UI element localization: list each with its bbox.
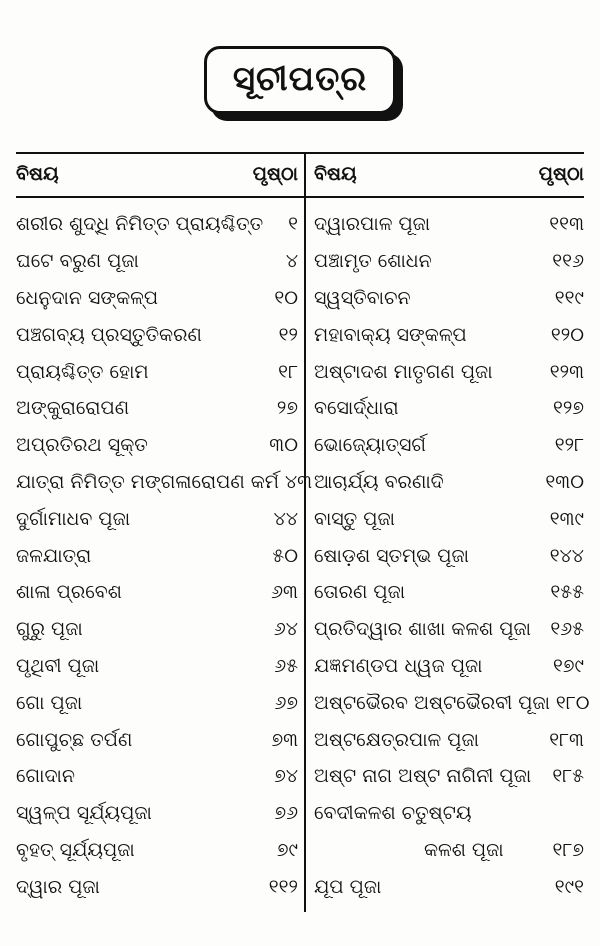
entry-page: ୭୩: [271, 728, 298, 751]
entry-subject: ଯାତ୍ରା ନିମିତ୍ତ ମଙ୍ଗଳାରୋପଣ କର୍ମ: [16, 470, 279, 493]
entry-page: ୧୩୯: [549, 507, 584, 530]
entry-subject: ଅଙ୍କୁରାରୋପଣ: [16, 397, 130, 420]
entry-subject: ଦୁର୍ଗାମାଧବ ପୂଜା: [16, 507, 131, 530]
list-item: [16, 427, 298, 464]
list-item: [314, 574, 584, 611]
list-item: [16, 574, 298, 611]
entry-page: ୧୮୦: [555, 691, 590, 714]
entry-page: ୧୨୩: [549, 360, 584, 383]
list-item: [16, 243, 298, 280]
entry-subject: ଶରୀର ଶୁଦ୍ଧି ନିମିତ୍ତ ପ୍ରାୟଶ୍ଚିତ୍ତ: [16, 213, 264, 236]
entry-subject: ଭୋଜ୍ୟୋତ୍ସର୍ଗ: [314, 434, 426, 457]
entry-page: ୬୭: [274, 691, 298, 714]
entry-subject: ଯୂପ ପୂଜା: [314, 875, 382, 898]
entry-page: ୧୯୧: [554, 875, 584, 898]
entry-subject: ଧେନୁଦାନ ସଙ୍କଳ୍ପ: [16, 286, 159, 309]
entry-subject: ପଞ୍ଚଗବ୍ୟ ପ୍ରସ୍ତୁତିକରଣ: [16, 323, 202, 346]
entry-subject: ବେଦୀକଳଶ ଚତୁଷ୍ଟୟ: [314, 802, 472, 825]
list-item: [314, 390, 584, 427]
entry-subject: ପ୍ରତିଦ୍ୱାର ଶାଖା କଳଶ ପୂଜା: [314, 618, 532, 641]
entry-subject: ଦ୍ୱାରପାଳ ପୂଜା: [314, 213, 431, 236]
subject-header: ବିଷୟ: [16, 163, 59, 185]
entry-subject: ଦ୍ୱାର ପୂଜା: [16, 875, 100, 898]
contents-table: [16, 152, 590, 912]
entry-subject: ଯଜ୍ଞମଣ୍ଡପ ଧ୍ୱଜ ପୂଜା: [314, 654, 483, 677]
entry-subject: ଗୋଦାନ: [16, 765, 75, 788]
list-item: [314, 648, 584, 685]
list-item: [16, 868, 298, 905]
list-item: [314, 537, 584, 574]
entry-subject: ଅପ୍ରତିରଥ ସୂକ୍ତ: [16, 434, 148, 457]
entry-subject: କଳଶ ପୂଜା: [424, 838, 504, 861]
right-column: [314, 152, 590, 905]
list-item: [314, 243, 584, 280]
left-rows: [16, 206, 313, 905]
column-divider: [304, 152, 306, 912]
list-item: [16, 721, 298, 758]
list-item: [16, 758, 298, 795]
entry-subject: ମହାବାକ୍ୟ ସଙ୍କଳ୍ପ: [314, 323, 467, 346]
entry-page: ୧୦: [274, 286, 298, 309]
entry-subject: ପ୍ରାୟଶ୍ଚିତ୍ତ ହୋମ: [16, 360, 149, 383]
list-item: [16, 537, 298, 574]
entry-subject: ଅଷ୍ଟଭୈରବ ଅଷ୍ଟଭୈରବୀ ପୂଜା: [314, 691, 550, 714]
list-item: [16, 353, 298, 390]
entry-subject: ଗୁରୁ ପୂଜା: [16, 618, 83, 641]
right-column-header: [314, 152, 584, 196]
entry-page: ୧୬୫: [550, 618, 584, 641]
entry-page: ୧୮୩: [549, 728, 584, 751]
entry-page: ୧୮୫: [552, 765, 584, 788]
right-rows: [314, 206, 590, 905]
list-item: [314, 427, 584, 464]
page-header: ପୃଷ୍ଠା: [252, 163, 298, 185]
entry-page: ୧୨୭: [553, 397, 584, 420]
entry-page: ୭୬: [274, 802, 298, 825]
entry-subject: ସ୍ୱସ୍ତିବାଚନ: [314, 286, 411, 309]
entry-subject: ବୃହତ୍ ସୂର୍ଯ୍ୟପୂଜା: [16, 838, 135, 861]
entry-page: ୪: [285, 250, 298, 273]
list-item: [16, 206, 298, 243]
list-item: [16, 464, 313, 501]
entry-subject: ସ୍ୱଳ୍ପ ସୂର୍ଯ୍ୟପୂଜା: [16, 802, 152, 825]
entry-page: ୧୮୭: [552, 838, 584, 861]
list-item: [16, 316, 298, 353]
left-column-header: [16, 152, 298, 196]
title-area: [0, 46, 600, 114]
entry-subject: ତୋରଣ ପୂଜା: [314, 581, 406, 604]
page-title: ସୂଚୀପତ୍ର: [204, 46, 396, 114]
entry-page: ୧୩୦: [545, 470, 584, 493]
entry-page: ୧୧୩: [549, 213, 584, 236]
entry-page: ୧୨: [278, 323, 298, 346]
list-item: [314, 758, 584, 795]
entry-page: ୩୦: [269, 434, 298, 457]
list-item: [314, 684, 590, 721]
entry-subject: ଘଟେ ବରୁଣ ପୂଜା: [16, 250, 139, 273]
entry-subject: ଗୋ ପୂଜା: [16, 691, 83, 714]
entry-page: ୫୦: [272, 544, 298, 567]
list-item: [16, 795, 298, 832]
entry-subject: ଗୋପୁଚ୍ଛ ତର୍ପଣ: [16, 728, 133, 751]
list-item: [16, 390, 298, 427]
entry-page: ୭୯: [276, 838, 298, 861]
entry-subject: ବାସ୍ତୁ ପୂଜା: [314, 507, 395, 530]
entry-page: ୪୩: [284, 470, 313, 493]
list-item: [314, 316, 584, 353]
entry-page: ୧୭୯: [553, 654, 584, 677]
list-item: [314, 464, 584, 501]
entry-page: ୬୩: [271, 581, 298, 604]
entry-page: ୧୧୬: [552, 250, 584, 273]
list-item: [314, 795, 584, 832]
entry-page: ୧୧୯: [554, 286, 584, 309]
list-item: [314, 868, 584, 905]
entry-subject: ଅଷ୍ଟକ୍ଷେତ୍ରପାଳ ପୂଜା: [314, 728, 479, 751]
list-item: [314, 353, 584, 390]
entry-subject: ବସୋର୍ଦ୍ଧାରା: [314, 397, 399, 420]
entry-page: ୧: [288, 213, 298, 236]
entry-page: ୧୮: [278, 360, 298, 383]
entry-subject: ପୃଥିବୀ ପୂଜା: [16, 654, 100, 677]
list-item: [314, 832, 584, 869]
entry-page: ୧୪୪: [549, 544, 584, 567]
list-item: [314, 206, 584, 243]
entry-page: ୭୪: [274, 765, 298, 788]
entry-subject: ଅଷ୍ଟ ନାଗ ଅଷ୍ଟ ନାଗିନୀ ପୂଜା: [314, 765, 532, 788]
list-item: [314, 280, 584, 317]
entry-subject: ପଞ୍ଚାମୃତ ଶୋଧନ: [314, 250, 432, 273]
entry-page: ୧୨୦: [550, 323, 584, 346]
list-item: [16, 280, 298, 317]
entry-subject: ଶାଳା ପ୍ରବେଶ: [16, 581, 122, 604]
entry-page: ୪୪: [273, 507, 298, 530]
entry-page: ୬୪: [273, 618, 298, 641]
entry-subject: ଷୋଡ଼ଶ ସ୍ତମ୍ଭ ପୂଜା: [314, 544, 469, 567]
entry-page: ୧୫୫: [550, 581, 584, 604]
list-item: [16, 648, 298, 685]
list-item: [16, 832, 298, 869]
entry-page: ୧୧୨: [268, 875, 298, 898]
list-item: [314, 611, 584, 648]
list-item: [314, 721, 584, 758]
left-column: [16, 152, 313, 905]
list-item: [314, 500, 584, 537]
page-header: ପୃଷ୍ଠା: [538, 163, 584, 185]
list-item: [16, 611, 298, 648]
list-item: [16, 500, 298, 537]
entry-subject: ଅଷ୍ଟାଦଶ ମାତୃଗଣ ପୂଜା: [314, 360, 493, 383]
entry-page: ୬୫: [274, 654, 298, 677]
subject-header: ବିଷୟ: [314, 163, 357, 185]
entry-page: ୨୭: [276, 397, 298, 420]
entry-page: ୧୨୮: [554, 434, 584, 457]
list-item: [16, 684, 298, 721]
entry-subject: ଆଚାର୍ଯ୍ୟ ବରଣାଦି: [314, 470, 444, 493]
entry-subject: ଜଳଯାତ୍ରା: [16, 544, 92, 567]
